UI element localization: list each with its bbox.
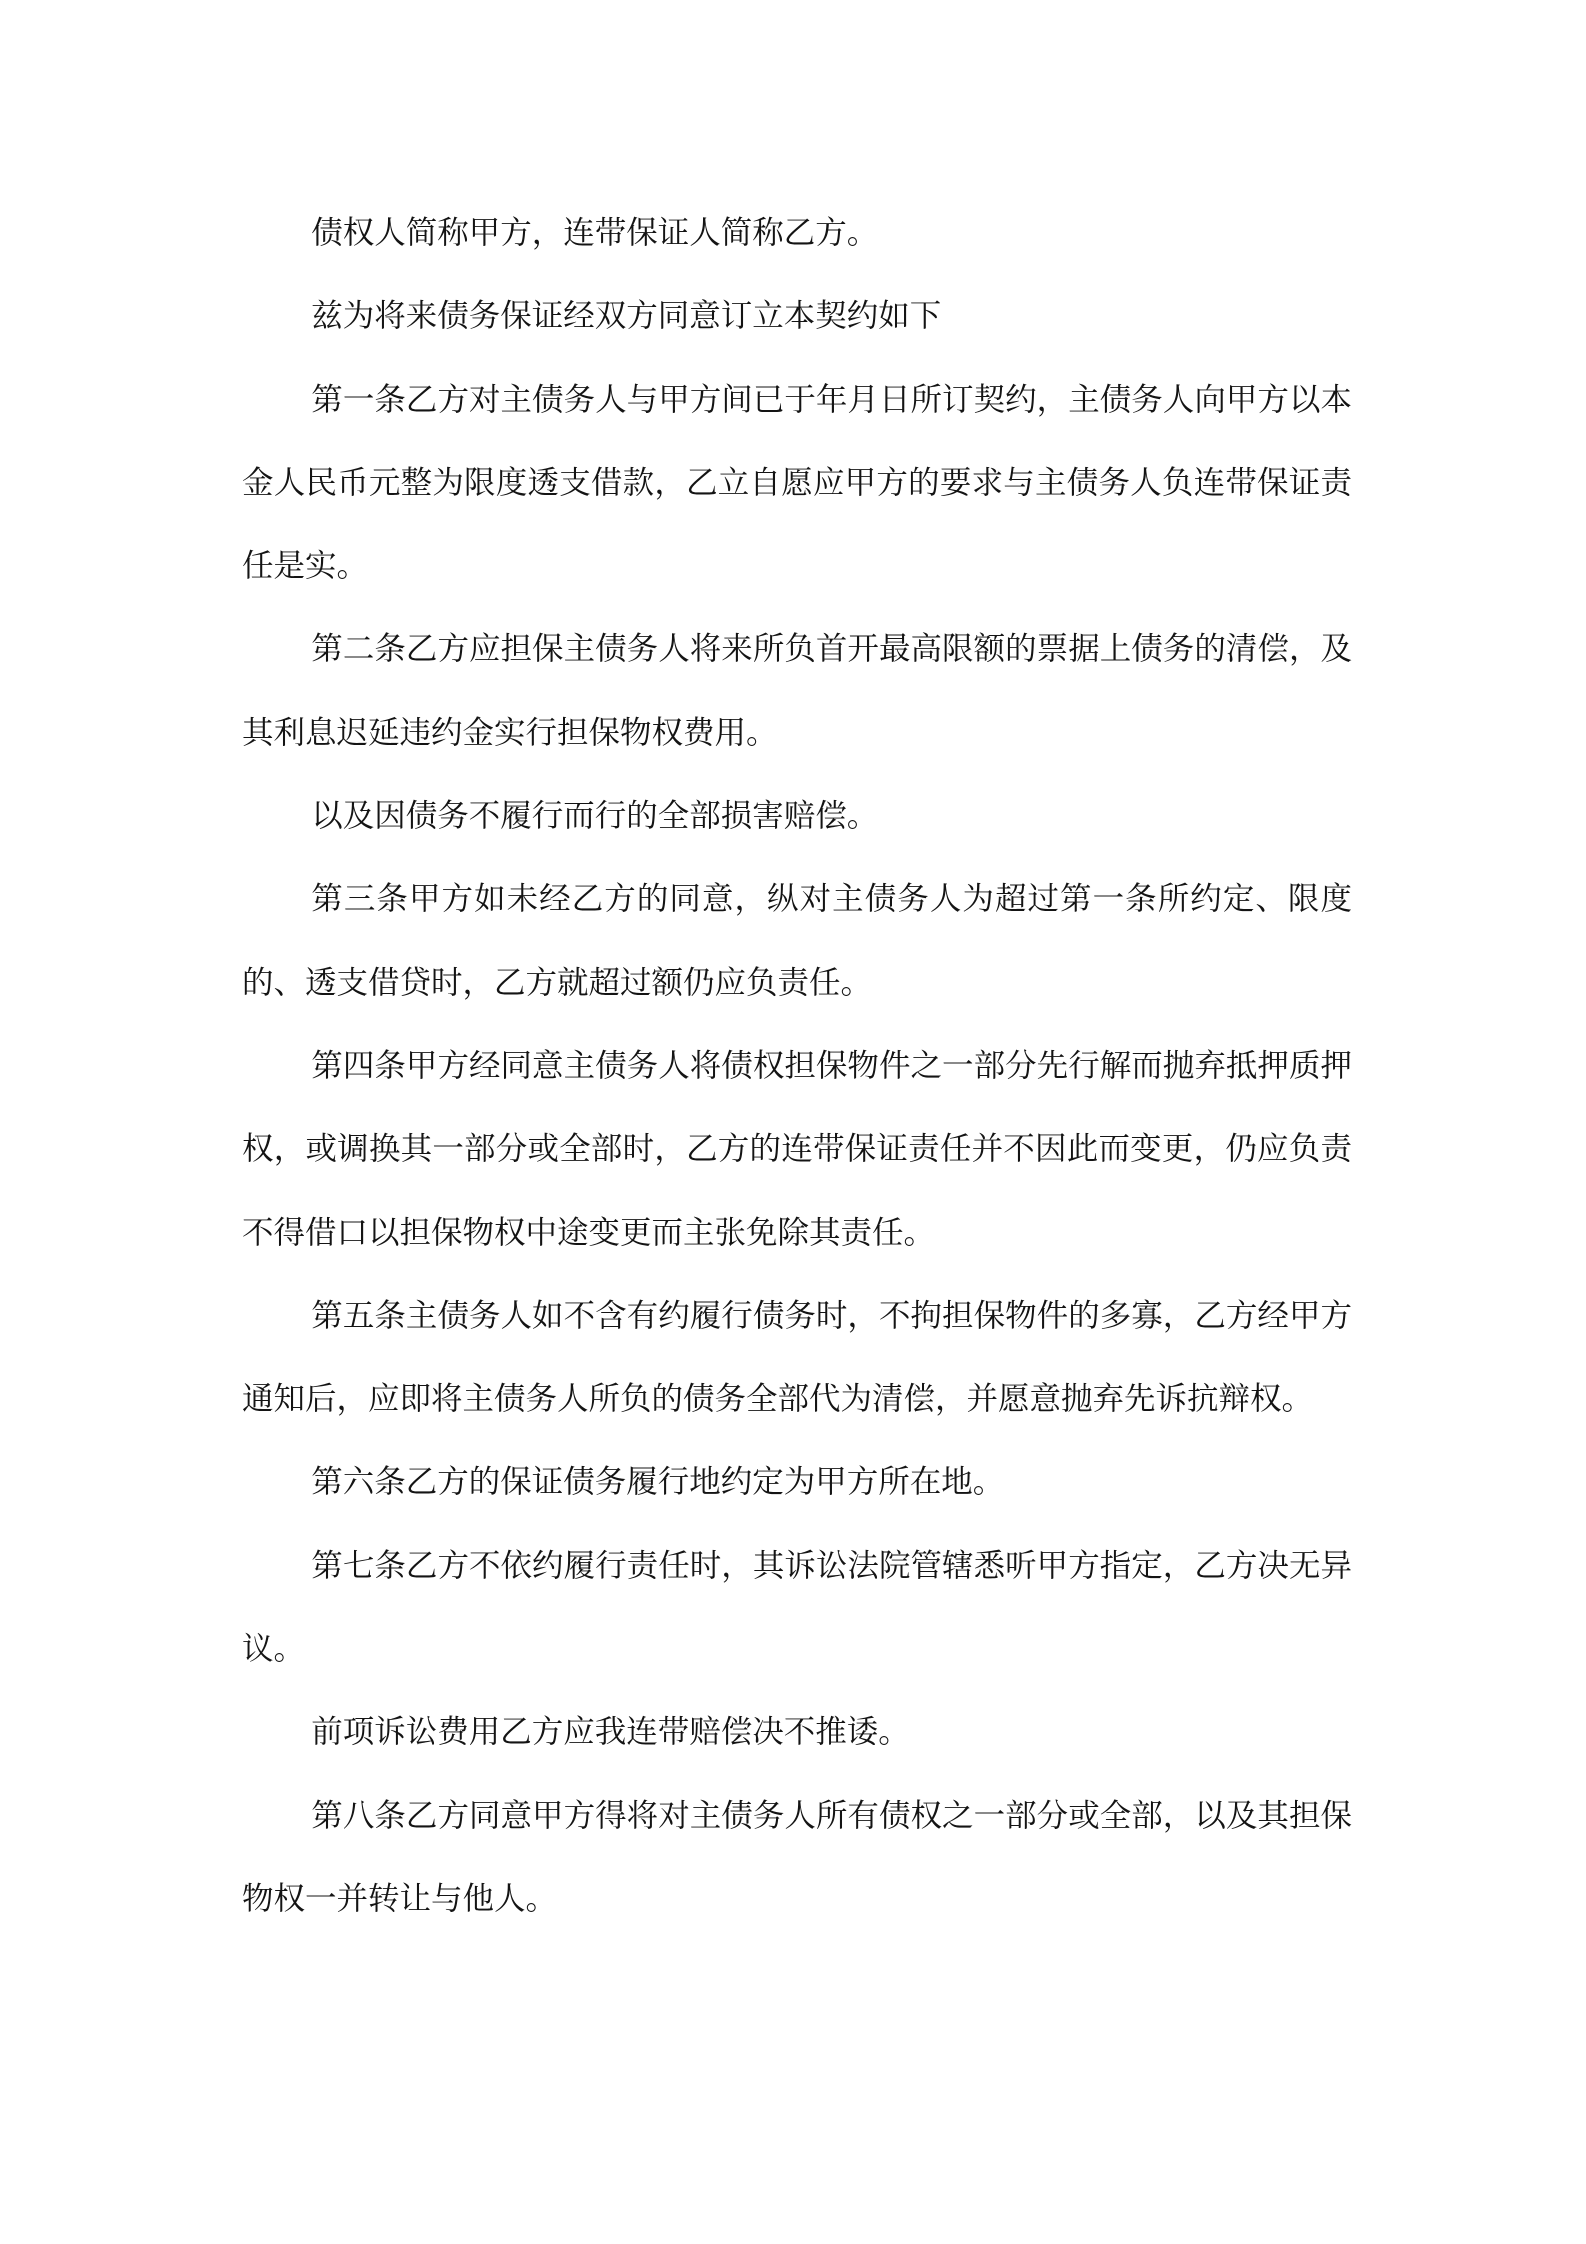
paragraph-article-2-cont: 以及因债务不履行而行的全部损害赔偿。 — [311, 798, 879, 835]
paragraph-article-4: 第四条甲方经同意主债务人将债权担保物件之一部分先行解而抛弃抵押质押权，或调换其一部分或全部时，乙方的连带保证责任并不因此而变更，仍应负责不得借口以担保物权中途变更而主张免除其责任。 — [242, 1047, 1352, 1251]
paragraph-article-6: 第六条乙方的保证债务履行地约定为甲方所在地。 — [311, 1464, 1005, 1501]
contract-body — [242, 192, 1352, 1941]
paragraph-preamble: 兹为将来债务保证经双方同意订立本契约如下 — [311, 298, 942, 335]
paragraph-article-3: 第三条甲方如未经乙方的同意，纵对主债务人为超过第一条所约定、限度的、透支借贷时，乙方就超过额仍应负责任。 — [242, 881, 1352, 1001]
paragraph-parties: 债权人简称甲方，连带保证人简称乙方。 — [311, 215, 879, 251]
paragraph-article-1: 第一条乙方对主债务人与甲方间已于年月日所订契约，主债务人向甲方以本金人民币元整为限度透支借款，乙立自愿应甲方的要求与主债务人负连带保证责任是实。 — [242, 381, 1352, 585]
paragraph-article-7-cont: 前项诉讼费用乙方应我连带赔偿决不推诿。 — [311, 1714, 910, 1751]
paragraph-article-7: 第七条乙方不依约履行责任时，其诉讼法院管辖悉听甲方指定，乙方决无异议。 — [242, 1547, 1352, 1668]
paragraph-article-8: 第八条乙方同意甲方得将对主债务人所有债权之一部分或全部，以及其担保物权一并转让与他人。 — [242, 1797, 1352, 1917]
paragraph-article-2: 第二条乙方应担保主债务人将来所负首开最高限额的票据上债务的清偿，及其利息迟延违约金实行担保物权费用。 — [242, 631, 1352, 751]
paragraph-article-5: 第五条主债务人如不含有约履行债务时，不拘担保物件的多寡，乙方经甲方通知后，应即将主债务人所负的债务全部代为清偿，并愿意抛弃先诉抗辩权。 — [242, 1297, 1352, 1418]
